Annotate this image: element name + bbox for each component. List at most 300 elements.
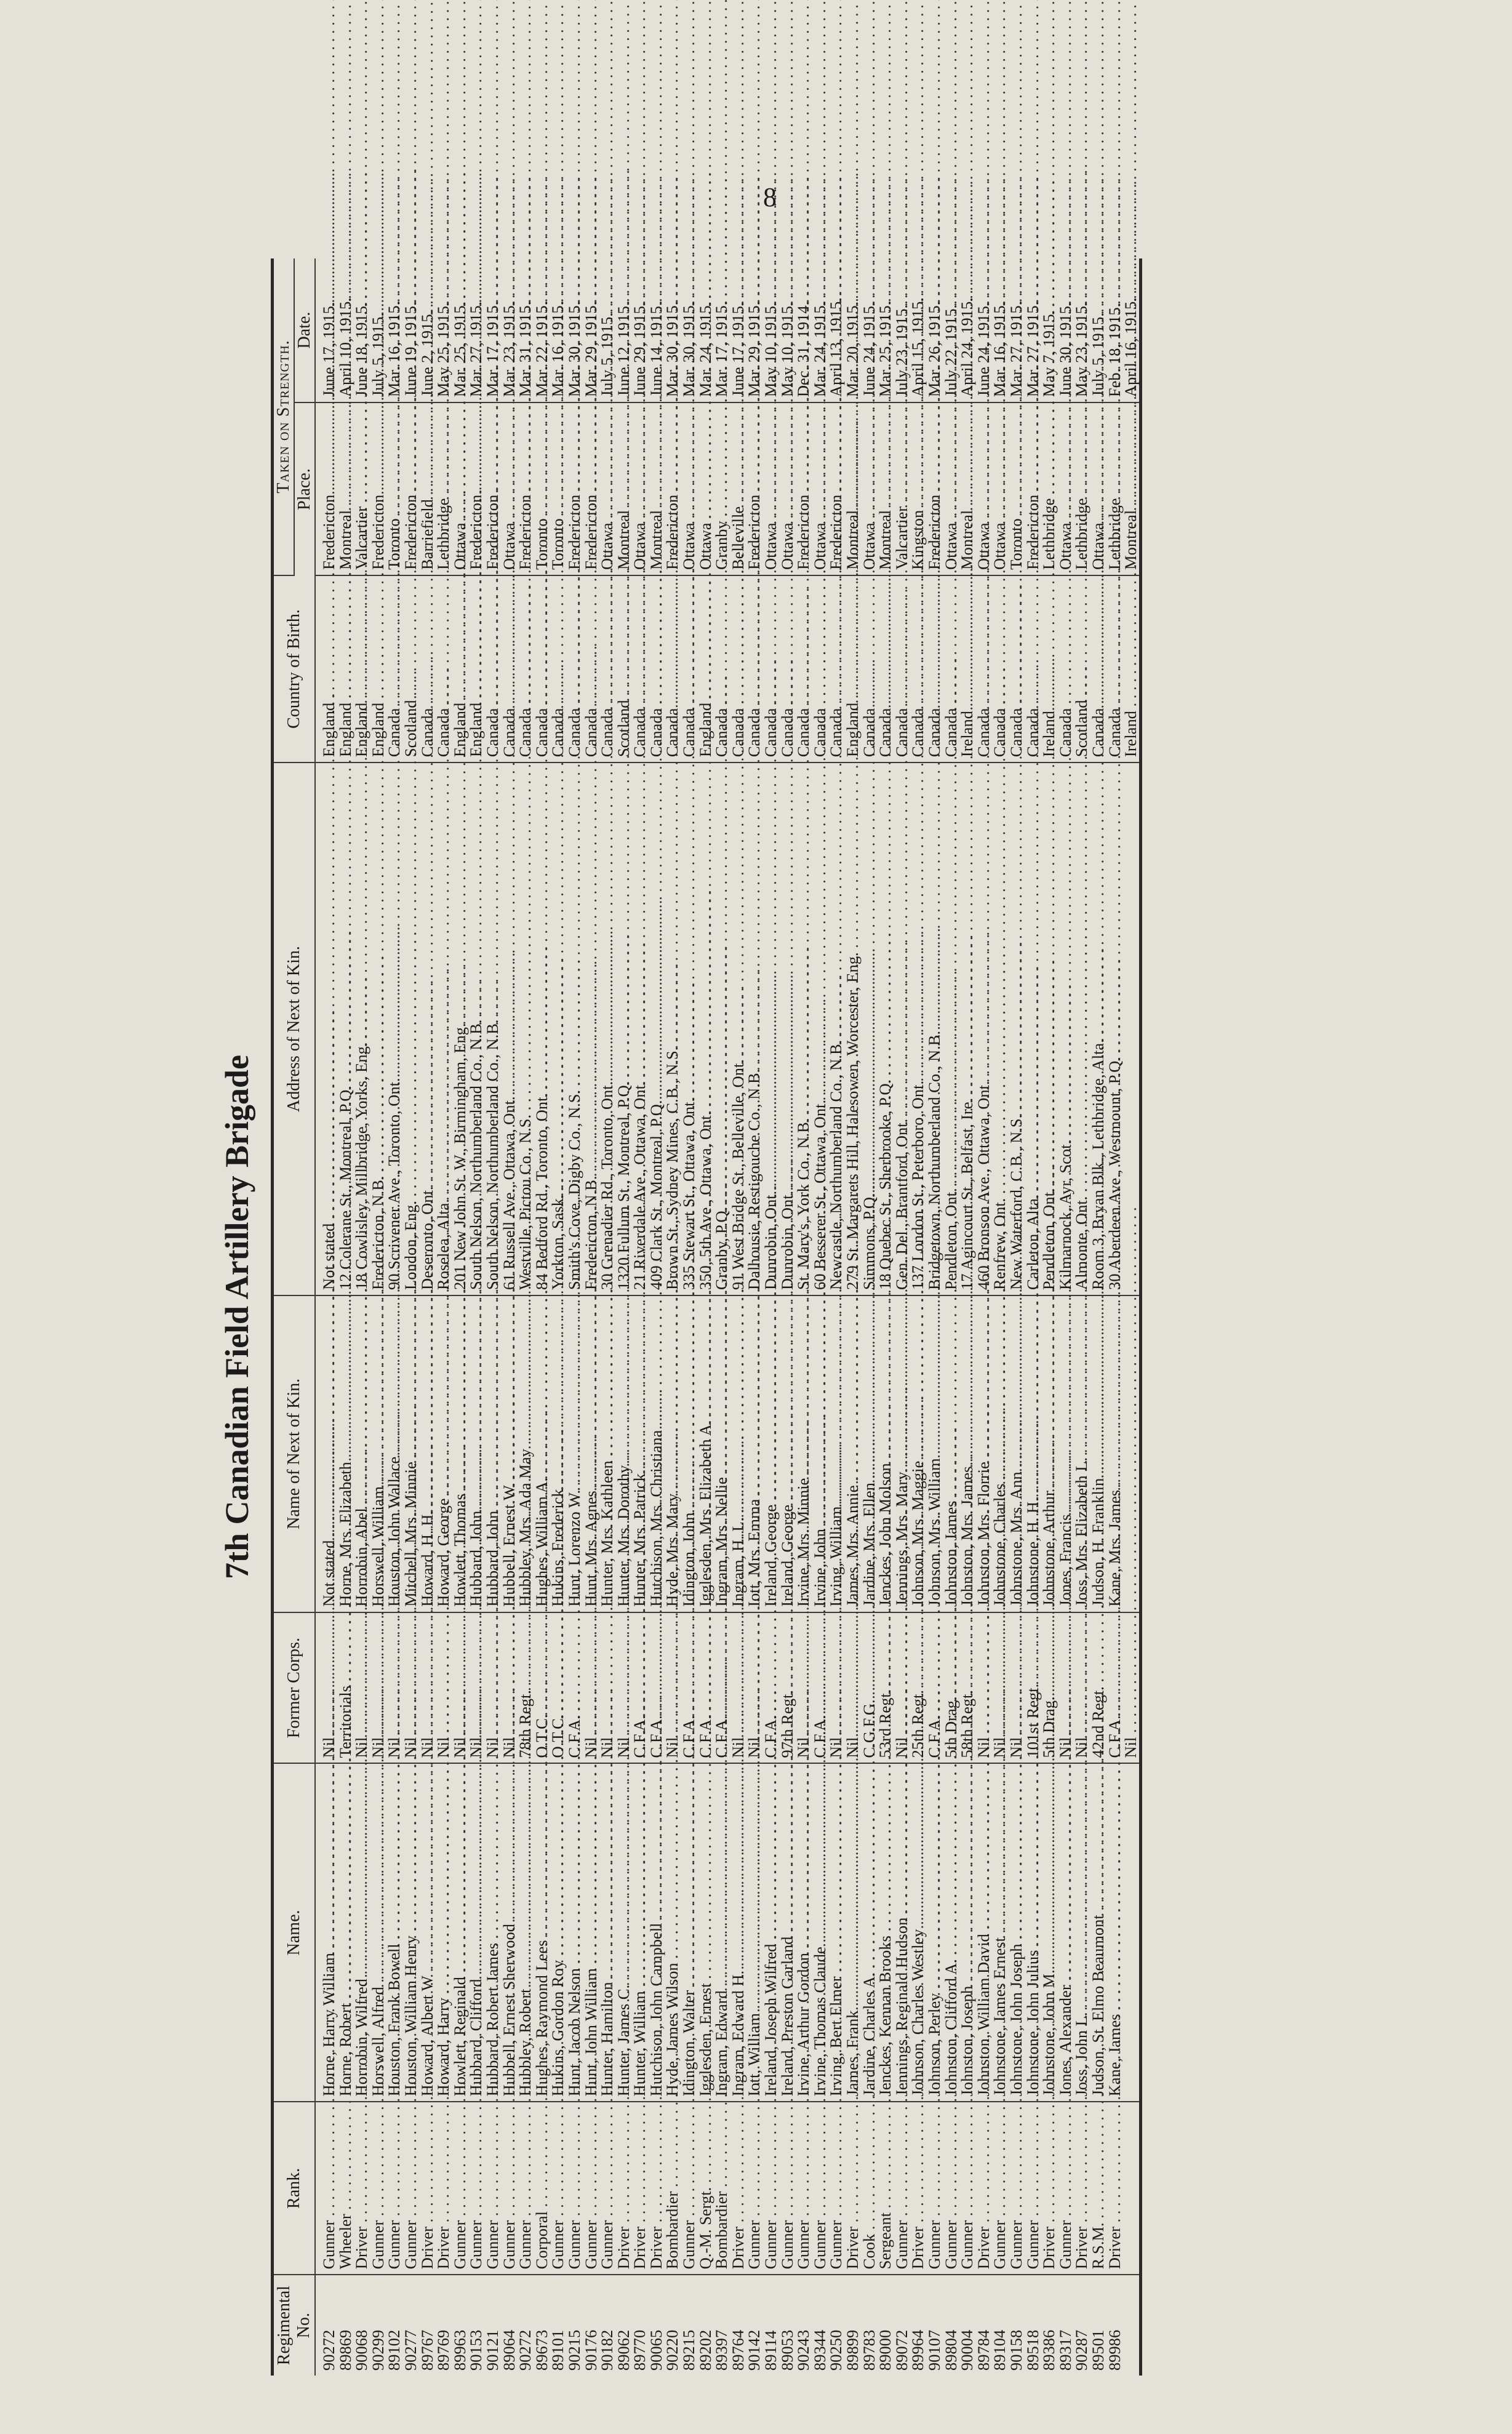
cell-regimental-no: 90272 <box>319 2329 338 2371</box>
cell-next-of-kin: Johnston, James . . . <box>943 1295 959 1612</box>
cell-regimental-no: 90176 <box>581 2329 600 2371</box>
table-row <box>501 258 518 2376</box>
cell-place: Toronto . . . <box>550 402 566 575</box>
cell-rank: Gunner . . . <box>452 2102 468 2275</box>
cell-country-of-birth: Canada . . . <box>713 575 730 763</box>
cell-address: Fredericton, N.B. . . . <box>583 763 599 1295</box>
table-row <box>713 258 730 2376</box>
cell-place: Montreal . . . <box>615 402 632 575</box>
cell-name: Jenckes, Kennan Brooks . . . <box>877 1763 894 2102</box>
cell-place: Ottawa . . . <box>975 402 992 575</box>
cell-former-corps: Nil . . . <box>435 1612 452 1764</box>
cell-next-of-kin: Johnston, Mrs. Florrie . . . <box>975 1295 992 1612</box>
cell-place: Ottawa . . . <box>501 402 518 575</box>
cell-former-corps: C.F.A. . . . <box>631 1612 648 1764</box>
header-place: Place. <box>294 402 315 575</box>
cell-country-of-birth: England . . . <box>468 575 484 763</box>
table-row <box>861 258 878 2376</box>
table-row <box>910 258 926 2376</box>
cell-date: April 10, 1915. <box>337 258 354 402</box>
cell-date: Mar. 16, 1915. <box>386 258 402 402</box>
cell-former-corps: Nil . . . <box>452 1612 468 1764</box>
cell-regimental-no: 89964 <box>908 2329 927 2371</box>
cell-country-of-birth: England . . . <box>370 575 386 763</box>
cell-address: Kilmarnock, Ayr, Scot. . . . <box>1057 763 1074 1295</box>
cell-name: Irving, Bert Elmer . . . <box>828 1763 844 2102</box>
cell-rank: Gunner . . . <box>370 2102 386 2275</box>
cell-name: Irvine, Arthur Gordon . . . <box>795 1763 812 2102</box>
cell-former-corps: Nil . . . <box>1057 1612 1074 1764</box>
cell-country-of-birth: England . . . <box>844 575 861 763</box>
cell-date: Mar. 30, 1915. <box>566 258 583 402</box>
cell-place: Ottawa . . . <box>812 402 828 575</box>
cell-name: Howard, Albert W . . . <box>419 1763 436 2102</box>
cell-name: Jones, Alexander . . . <box>1057 1763 1074 2102</box>
cell-next-of-kin: Hunt, Mrs. Agnes . . . <box>583 1295 599 1612</box>
cell-country-of-birth: Canada . . . <box>730 575 746 763</box>
cell-former-corps: C.F.A. . . . <box>566 1612 583 1764</box>
cell-rank: Driver . . . <box>730 2102 746 2275</box>
cell-former-corps: Nil . . . <box>370 1612 386 1764</box>
cell-former-corps: Nil . . . <box>501 1612 518 1764</box>
cell-former-corps: Nil . . . <box>1073 1612 1090 1764</box>
cell-place: Ottawa . . . <box>452 402 468 575</box>
cell-next-of-kin: Idington, John . . . <box>681 1295 697 1612</box>
cell-rank: Gunner . . . <box>1008 2102 1025 2275</box>
cell-address: 30 Grenadier Rd., Toronto, Ont. . . . <box>599 763 615 1295</box>
cell-place: Fredericton . . . <box>484 402 501 575</box>
cell-former-corps: Nil . . . <box>828 1612 844 1764</box>
cell-regimental-no: 89769 <box>434 2329 453 2371</box>
cell-place: Fredericton . . . <box>1025 402 1041 575</box>
cell-next-of-kin: Not stated . . . <box>315 1295 337 1612</box>
cell-next-of-kin: Howard, George . . . <box>435 1295 452 1612</box>
cell-address: South Nelson, Northumberland Co., N.B. . . . <box>484 763 501 1295</box>
cell-date: June 24, 1915. <box>861 258 878 402</box>
cell-name: Johnstone, John M. . . . <box>1041 1763 1057 2102</box>
cell-former-corps: Nil . . . <box>402 1612 419 1764</box>
cell-country-of-birth: Ireland . . . <box>1122 575 1140 763</box>
cell-country-of-birth: Ireland . . . <box>959 575 975 763</box>
page-title: 7th Canadian Field Artillery Brigade <box>218 1055 255 1580</box>
table-row <box>828 258 844 2376</box>
cell-country-of-birth: Canada . . . <box>517 575 534 763</box>
cell-address: 18 Cowlisley, Millbridge, Yorks, Eng. . . . <box>353 763 370 1295</box>
cell-place: Ottawa . . . <box>681 402 697 575</box>
cell-regimental-no: 89062 <box>614 2329 633 2371</box>
cell-former-corps: Nil . . . <box>353 1612 370 1764</box>
table-row <box>435 258 452 2376</box>
cell-name: Hutchison, John Campbell . . . <box>648 1763 665 2102</box>
cell-regimental-no: 89804 <box>941 2329 960 2371</box>
cell-rank: Driver . . . <box>1073 2102 1090 2275</box>
cell-former-corps: 101st Regt. . . . <box>1025 1612 1041 1764</box>
cell-former-corps: 97th Regt. . . . <box>779 1612 796 1764</box>
page-number: 8 <box>763 182 777 212</box>
table-row <box>484 258 501 2376</box>
cell-former-corps: 53rd Regt. . . . <box>877 1612 894 1764</box>
cell-rank: Driver . . . <box>1106 2102 1123 2275</box>
cell-place: Granby . . . <box>713 402 730 575</box>
cell-rank <box>1122 2102 1140 2275</box>
cell-rank: Gunner . . . <box>550 2102 566 2275</box>
cell-regimental-no: 89518 <box>1023 2329 1042 2371</box>
cell-address: 60 Besserer St., Ottawa, Ont. . . . <box>812 763 828 1295</box>
cell-former-corps: Nil . . . <box>1008 1612 1025 1764</box>
header-next-of-kin: Name of Next of Kin. <box>273 1295 316 1612</box>
cell-date: May 7, 1915. <box>1041 258 1057 402</box>
cell-former-corps: Nil . . . <box>991 1612 1008 1764</box>
cell-rank: R.S.M. . . . <box>1090 2102 1106 2275</box>
table-row <box>730 258 746 2376</box>
cell-regimental-no: 90121 <box>482 2329 502 2371</box>
cell-place: Lethbridge . . . <box>435 402 452 575</box>
cell-rank: Gunner . . . <box>1025 2102 1041 2275</box>
cell-address: Westville, Pictou Co., N.S. . . . <box>517 763 534 1295</box>
cell-regimental-no: 89102 <box>385 2329 404 2371</box>
cell-date: May 10, 1915. <box>779 258 796 402</box>
cell-regimental-no: 89101 <box>548 2329 567 2371</box>
cell-rank: Q.-M. Sergt. . . . <box>697 2102 714 2275</box>
cell-regimental-no: 90158 <box>1006 2329 1025 2371</box>
cell-place: Montreal . . . <box>844 402 861 575</box>
cell-place: Fredericton . . . <box>583 402 599 575</box>
cell-next-of-kin: Irvine, Mrs. Minnie . . . <box>795 1295 812 1612</box>
cell-address: 279 St. Margarets Hill, Halesowen, Worcester, Eng. . . . <box>844 763 861 1295</box>
cell-date: Feb. 18, 1915. <box>1106 258 1123 402</box>
cell-country-of-birth: Canada . . . <box>583 575 599 763</box>
cell-regimental-no: 89064 <box>499 2329 518 2371</box>
cell-former-corps: Nil . . . <box>730 1612 746 1764</box>
roster-body <box>315 258 1140 2376</box>
table-row <box>894 258 910 2376</box>
cell-country-of-birth: Canada . . . <box>975 575 992 763</box>
cell-name: Johnson, Charles Westley . . . <box>910 1763 926 2102</box>
cell-address: Dunrobin, Ont. . . . <box>762 763 779 1295</box>
cell-former-corps: Nil . . . <box>419 1612 436 1764</box>
cell-place: Barriefield . . . <box>419 402 436 575</box>
cell-country-of-birth: Canada . . . <box>386 575 402 763</box>
cell-regimental-no: 89000 <box>876 2329 895 2371</box>
cell-address: Fredericton, N.B. . . . <box>370 763 386 1295</box>
cell-country-of-birth: Canada . . . <box>828 575 844 763</box>
table-row <box>812 258 828 2376</box>
table-row <box>615 258 632 2376</box>
table-row <box>337 258 354 2376</box>
cell-name: Ireland, Joseph Wilfred . . . <box>762 1763 779 2102</box>
cell-date: Mar. 27, 1915. <box>1008 258 1025 402</box>
cell-regimental-no: 89764 <box>728 2329 747 2371</box>
table-row <box>599 258 615 2376</box>
cell-regimental-no: 89501 <box>1088 2329 1107 2371</box>
cell-former-corps: Nil . . . <box>1122 1612 1140 1764</box>
cell-place: Montreal . . . <box>877 402 894 575</box>
cell-date: Mar. 24, 1915. <box>812 258 828 402</box>
cell-name: Hubbard, Robert James . . . <box>484 1763 501 2102</box>
table-row <box>370 258 386 2376</box>
cell-place: Kingston . . . <box>910 402 926 575</box>
cell-next-of-kin: Johnson, Mrs. William . . . <box>926 1295 943 1612</box>
table-row <box>1090 258 1106 2376</box>
header-date: Date. <box>294 258 315 402</box>
cell-next-of-kin: Johnstone, Charles . . . <box>991 1295 1008 1612</box>
cell-date: Mar. 30, 1915. <box>664 258 681 402</box>
cell-country-of-birth: Canada . . . <box>910 575 926 763</box>
cell-name: Hubbell, Ernest Sherwood . . . <box>501 1763 518 2102</box>
cell-former-corps: 5th Drag. . . . <box>1041 1612 1057 1764</box>
cell-country-of-birth: Canada . . . <box>1008 575 1025 763</box>
cell-place: Montreal . . . <box>959 402 975 575</box>
cell-address: Dunrobin, Ont. . . . <box>779 763 796 1295</box>
cell-next-of-kin: Horrobin, Abel . . . <box>353 1295 370 1612</box>
cell-date: Mar. 16, 1915. <box>550 258 566 402</box>
cell-country-of-birth: Canada . . . <box>991 575 1008 763</box>
cell-rank: Gunner . . . <box>828 2102 844 2275</box>
cell-rank: Gunner . . . <box>991 2102 1008 2275</box>
cell-next-of-kin: Mitchell, Mrs. Minnie . . . <box>402 1295 419 1612</box>
cell-name: Johnston, William David . . . <box>975 1763 992 2102</box>
cell-country-of-birth: Canada . . . <box>534 575 550 763</box>
table-row <box>1041 258 1057 2376</box>
table-row <box>631 258 648 2376</box>
cell-regimental-no: 89215 <box>679 2329 698 2371</box>
cell-country-of-birth: Canada . . . <box>681 575 697 763</box>
cell-next-of-kin: Hughes, William A. . . . <box>534 1295 550 1612</box>
cell-country-of-birth: Canada . . . <box>861 575 878 763</box>
cell-date: June 2, 1915. <box>419 258 436 402</box>
cell-country-of-birth: Canada . . . <box>762 575 779 763</box>
table-row <box>386 258 402 2376</box>
cell-regimental-no: 89397 <box>712 2329 731 2371</box>
cell-rank: Gunner . . . <box>681 2102 697 2275</box>
cell-place: Fredericton . . . <box>315 402 337 575</box>
cell-address: 137 London St., Peterboro, Ont. . . . <box>910 763 926 1295</box>
table-row <box>566 258 583 2376</box>
cell-date: April 15, 1915. <box>910 258 926 402</box>
header-address: Address of Next of Kin. <box>273 763 316 1295</box>
cell-country-of-birth: Canada . . . <box>599 575 615 763</box>
cell-former-corps: 42nd Regt. . . . <box>1090 1612 1106 1764</box>
cell-address: Yorkton, Sask. . . . <box>550 763 566 1295</box>
table-row <box>1057 258 1074 2376</box>
cell-next-of-kin: Irving, William . . . <box>828 1295 844 1612</box>
cell-rank: Driver . . . <box>1041 2102 1057 2275</box>
table-row <box>762 258 779 2376</box>
cell-rank: Gunner . . . <box>894 2102 910 2275</box>
cell-former-corps: C.G.F.G. . . . <box>861 1612 878 1764</box>
cell-address: 30 Aberdeen Ave., Westmount, P.Q. . . . <box>1106 763 1123 1295</box>
cell-address: Granby, P.Q. . . . <box>713 763 730 1295</box>
cell-country-of-birth: Canada . . . <box>812 575 828 763</box>
cell-address: London, Eng. . . . <box>402 763 419 1295</box>
cell-regimental-no: 90068 <box>352 2329 371 2371</box>
cell-former-corps: O.T.C. . . . <box>534 1612 550 1764</box>
cell-country-of-birth: Canada . . . <box>877 575 894 763</box>
cell-date: Dec. 31, 1914. <box>795 258 812 402</box>
cell-address: Room 3, Bryan Blk., Lethbridge, Alta. . . . <box>1090 763 1106 1295</box>
cell-country-of-birth: Canada . . . <box>566 575 583 763</box>
cell-address: Roselea, Alta. . . . <box>435 763 452 1295</box>
cell-name: Johnston, Joseph . . . <box>959 1763 975 2102</box>
cell-address: 84 Bedford Rd., Toronto, Ont. . . . <box>534 763 550 1295</box>
cell-place: Fredericton . . . <box>664 402 681 575</box>
cell-regimental-no: 90243 <box>794 2329 813 2371</box>
cell-country-of-birth: England . . . <box>452 575 468 763</box>
header-former-corps: Former Corps. <box>273 1612 316 1764</box>
table-row <box>1106 258 1123 2376</box>
table-row <box>315 258 337 2376</box>
table-row <box>1122 258 1140 2376</box>
cell-country-of-birth: Canada . . . <box>648 575 665 763</box>
cell-regimental-no: 89963 <box>450 2329 469 2371</box>
cell-date: Mar. 22, 1915. <box>534 258 550 402</box>
cell-regimental-no: 90004 <box>958 2329 977 2371</box>
cell-rank: Gunner . . . <box>386 2102 402 2275</box>
cell-country-of-birth: England . . . <box>697 575 714 763</box>
cell-address: 350, 5th Ave., Ottawa, Ont. . . . <box>697 763 714 1295</box>
cell-date: July 22, 1915. <box>943 258 959 402</box>
cell-address: 1320 Fullum St., Montreal, P.Q. . . . <box>615 763 632 1295</box>
cell-name: Joss, John L. . . . <box>1073 1763 1090 2102</box>
cell-country-of-birth: Canada . . . <box>484 575 501 763</box>
table-row <box>991 258 1008 2376</box>
cell-next-of-kin: Ingram, H. L. . . . <box>730 1295 746 1612</box>
cell-place: Ottawa . . . <box>779 402 796 575</box>
cell-address: Deseronto, Ont. . . . <box>419 763 436 1295</box>
cell-regimental-no: 89869 <box>335 2329 354 2371</box>
cell-next-of-kin: Hubbard, John . . . <box>468 1295 484 1612</box>
cell-former-corps: Nil . . . <box>583 1612 599 1764</box>
cell-address: Newcastle, Northumberland Co., N.B. . . . <box>828 763 844 1295</box>
cell-next-of-kin: Hunt, Lorenzo W. . . . <box>566 1295 583 1612</box>
cell-name: Johnstone, John Julius . . . <box>1025 1763 1041 2102</box>
cell-rank: Gunner . . . <box>812 2102 828 2275</box>
table-row <box>517 258 534 2376</box>
table-row <box>926 258 943 2376</box>
cell-former-corps: Nil . . . <box>894 1612 910 1764</box>
cell-name: Hunter, Hamilton . . . <box>599 1763 615 2102</box>
cell-name: Horne, Harry William . . . <box>315 1763 337 2102</box>
cell-former-corps: Nil . . . <box>599 1612 615 1764</box>
cell-date: June 29, 1915. <box>631 258 648 402</box>
cell-regimental-no: 89770 <box>630 2329 649 2371</box>
cell-next-of-kin: Hunter, Mrs. Kathleen . . . <box>599 1295 615 1612</box>
cell-place: Fredericton . . . <box>926 402 943 575</box>
cell-name: James, Frank . . . <box>844 1763 861 2102</box>
cell-regimental-no: 89899 <box>843 2329 862 2371</box>
table-row <box>648 258 665 2376</box>
cell-date: July 5, 1915. <box>1090 258 1106 402</box>
cell-former-corps: 5th Drag. . . . <box>943 1612 959 1764</box>
cell-rank: Gunner . . . <box>402 2102 419 2275</box>
cell-name: Johnson, Perley . . . <box>926 1763 943 2102</box>
cell-regimental-no: 90182 <box>598 2329 617 2371</box>
cell-former-corps: C.F.A. . . . <box>681 1612 697 1764</box>
cell-regimental-no: 89986 <box>1105 2329 1124 2371</box>
cell-regimental-no: 90220 <box>663 2329 682 2371</box>
cell-address: 21 Riverdale Ave., Ottawa, Ont. . . . <box>631 763 648 1295</box>
cell-place: Valcartier . . . <box>894 402 910 575</box>
cell-date: Mar. 16, 1915. <box>991 258 1008 402</box>
cell-next-of-kin: Jardine, Mrs. Ellen . . . <box>861 1295 878 1612</box>
cell-rank: Gunner . . . <box>599 2102 615 2275</box>
cell-place: Ottawa . . . <box>631 402 648 575</box>
table-row <box>402 258 419 2376</box>
table-row <box>534 258 550 2376</box>
cell-former-corps: Nil . . . <box>468 1612 484 1764</box>
cell-former-corps: 78th Regt. . . . <box>517 1612 534 1764</box>
cell-name: Irvine, Thomas Claude . . . <box>812 1763 828 2102</box>
table-row <box>943 258 959 2376</box>
table-row <box>419 258 436 2376</box>
cell-name: Hunter, James C. . . . <box>615 1763 632 2102</box>
cell-next-of-kin: Hutchison, Mrs. Christiana . . . <box>648 1295 665 1612</box>
cell-next-of-kin: Joss, Mrs. Elizabeth L. . . . <box>1073 1295 1090 1612</box>
cell-regimental-no: 90065 <box>646 2329 665 2371</box>
cell-regimental-no: 89767 <box>417 2329 436 2371</box>
cell-place: Fredericton . . . <box>370 402 386 575</box>
table-row <box>975 258 992 2376</box>
cell-date: June 17, 1915. <box>315 258 337 402</box>
cell-regimental-no: 90107 <box>924 2329 943 2371</box>
cell-regimental-no: 90299 <box>368 2329 387 2371</box>
cell-address: South Nelson, Northumberland Co., N.B. . . . <box>468 763 484 1295</box>
cell-next-of-kin: Judson, H. Franklin . . . <box>1090 1295 1106 1612</box>
cell-former-corps: Nil . . . <box>746 1612 762 1764</box>
cell-name: Horrobin, Wilfred . . . <box>353 1763 370 2102</box>
cell-regimental-no: 90250 <box>826 2329 846 2371</box>
rotated-page-content <box>209 258 1366 2376</box>
cell-rank: Gunner . . . <box>943 2102 959 2275</box>
cell-name: Howlett, Reginald . . . <box>452 1763 468 2102</box>
cell-place: Ottawa . . . <box>762 402 779 575</box>
cell-country-of-birth: Canada . . . <box>631 575 648 763</box>
cell-place: Lethbridge . . . <box>1073 402 1090 575</box>
table-row <box>697 258 714 2376</box>
cell-country-of-birth: Canada . . . <box>926 575 943 763</box>
cell-next-of-kin: Howlett, Thomas . . . <box>452 1295 468 1612</box>
cell-regimental-no: 89784 <box>974 2329 993 2371</box>
cell-next-of-kin: Horswell, William . . . <box>370 1295 386 1612</box>
table-row <box>877 258 894 2376</box>
cell-rank: Driver . . . <box>844 2102 861 2275</box>
cell-address: Almonte, Ont. . . . <box>1073 763 1090 1295</box>
cell-address: Simmons, P.Q. . . . <box>861 763 878 1295</box>
cell-former-corps: C.F.A. . . . <box>648 1612 665 1764</box>
cell-place: Fredericton . . . <box>746 402 762 575</box>
cell-rank: Gunner . . . <box>501 2102 518 2275</box>
cell-name: Ireland, Preston Garland . . . <box>779 1763 796 2102</box>
cell-next-of-kin: Ingram, Mrs. Nellie . . . <box>713 1295 730 1612</box>
cell-date: Mar. 17, 1915. <box>713 258 730 402</box>
table-row <box>452 258 468 2376</box>
cell-regimental-no: 89202 <box>695 2329 714 2371</box>
cell-place: Toronto . . . <box>1008 402 1025 575</box>
cell-country-of-birth: Canada . . . <box>435 575 452 763</box>
cell-place: Ottawa . . . <box>991 402 1008 575</box>
cell-rank: Gunner . . . <box>566 2102 583 2275</box>
cell-rank: Gunner . . . <box>746 2102 762 2275</box>
cell-name: Hubbard, Clifford . . . <box>468 1763 484 2102</box>
cell-rank: Driver . . . <box>910 2102 926 2275</box>
cell-next-of-kin: Hubbley, Mrs. Ada May . . . <box>517 1295 534 1612</box>
cell-name: Ingram, Edward . . . <box>713 1763 730 2102</box>
cell-place: Ottawa . . . <box>943 402 959 575</box>
table-row <box>1008 258 1025 2376</box>
cell-regimental-no: 90215 <box>564 2329 583 2371</box>
cell-regimental-no: 89114 <box>761 2330 780 2371</box>
cell-rank: Driver . . . <box>648 2102 665 2275</box>
